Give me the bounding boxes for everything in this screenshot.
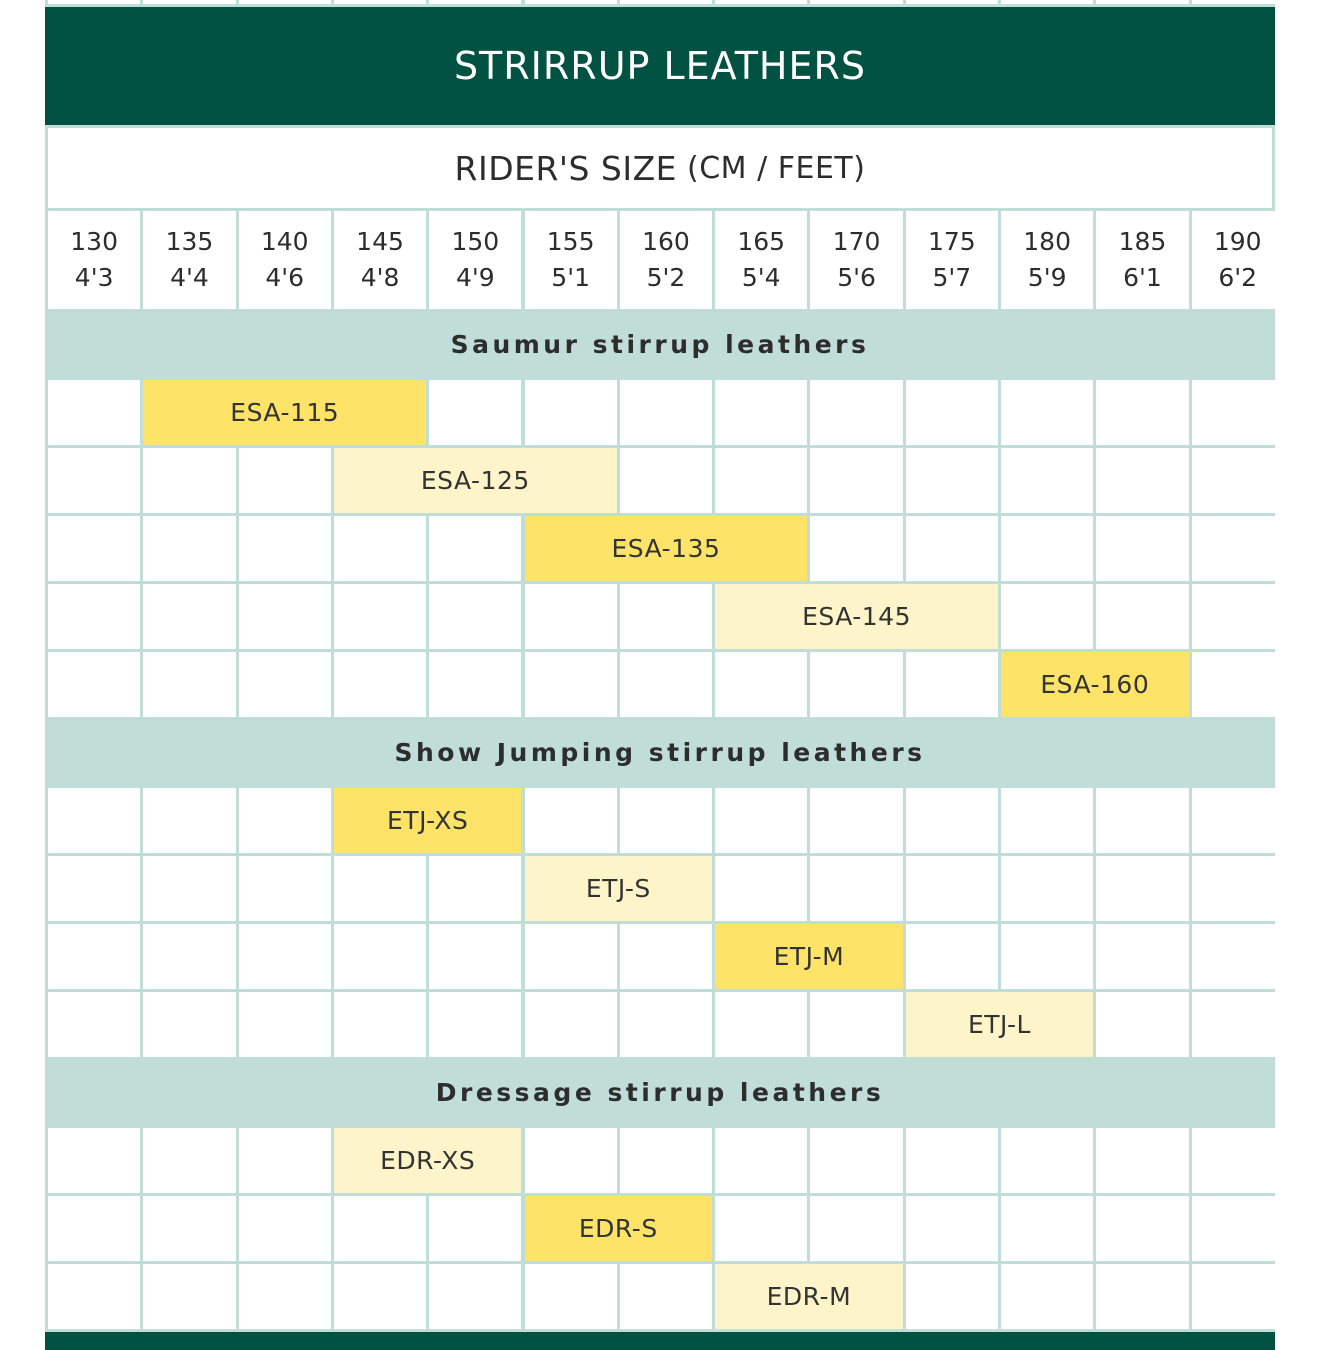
grid-cell (715, 380, 807, 445)
grid-cell (715, 856, 807, 921)
size-feet: 5'6 (837, 263, 876, 292)
size-feet: 4'4 (170, 263, 209, 292)
grid-cell (906, 1264, 998, 1329)
prev-row-cell (334, 0, 426, 4)
riders-size-label: RIDER'S SIZE (454, 148, 678, 188)
grid-cell (143, 652, 235, 717)
grid-cell (239, 516, 331, 581)
size-column-header (620, 211, 712, 309)
grid-cell (239, 1196, 331, 1261)
grid-cell (810, 1128, 902, 1193)
grid-cell (239, 1264, 331, 1329)
size-feet: 6'1 (1123, 263, 1162, 292)
grid-cell (334, 992, 426, 1057)
grid-cell (620, 1128, 712, 1193)
grid-cell (143, 1128, 235, 1193)
grid-cell (525, 380, 617, 445)
grid-cell (334, 584, 426, 649)
size-range-bar: ESA-115 (143, 380, 426, 445)
size-range-bar: EDR-M (715, 1264, 903, 1329)
grid-cell (1192, 992, 1284, 1057)
prev-row-cell (715, 0, 807, 4)
section-header: Dressage stirrup leathers (435, 1078, 885, 1107)
prev-row-cell (810, 0, 902, 4)
grid-cell (143, 788, 235, 853)
grid-cell (1001, 788, 1093, 853)
size-column-header (334, 211, 426, 309)
size-range-bar: EDR-XS (334, 1128, 522, 1193)
grid-cell (810, 652, 902, 717)
size-column-header (1096, 211, 1188, 309)
size-column-header (48, 211, 140, 309)
grid-cell (239, 584, 331, 649)
grid-cell (525, 652, 617, 717)
prev-row-cell (906, 0, 998, 4)
grid-cell (1096, 448, 1188, 513)
prev-row-cell (48, 0, 140, 4)
grid-cell (1192, 1196, 1284, 1261)
grid-cell (906, 1128, 998, 1193)
size-cm: 135 (165, 227, 214, 256)
grid-cell (48, 924, 140, 989)
size-range-bar: EDR-S (525, 1196, 713, 1261)
grid-cell (620, 584, 712, 649)
size-range-bar: ESA-135 (525, 516, 808, 581)
grid-cell (525, 1264, 617, 1329)
size-cm: 180 (1023, 227, 1071, 256)
grid-cell (906, 652, 998, 717)
grid-cell (1192, 1128, 1284, 1193)
grid-cell (1192, 924, 1284, 989)
grid-cell (715, 992, 807, 1057)
grid-cell (239, 992, 331, 1057)
size-feet: 5'2 (646, 263, 686, 292)
grid-cell (1192, 448, 1284, 513)
grid-cell (48, 856, 140, 921)
grid-cell (906, 448, 998, 513)
size-feet: 5'1 (551, 263, 590, 292)
size-range-bar: ESA-125 (334, 448, 617, 513)
size-range-bar: ESA-160 (1001, 652, 1189, 717)
grid-cell (1096, 516, 1188, 581)
grid-cell (334, 1264, 426, 1329)
size-range-bar: ETJ-S (525, 856, 713, 921)
grid-cell (525, 788, 617, 853)
grid-cell (334, 516, 426, 581)
size-feet: 4'9 (455, 263, 495, 292)
chart-title: STRIRRUP LEATHERS (453, 44, 867, 88)
grid-cell (429, 992, 521, 1057)
grid-cell (810, 1196, 902, 1261)
grid-cell (429, 652, 521, 717)
prev-row-cell (429, 0, 521, 4)
size-chart (45, 0, 1275, 1350)
size-cm: 155 (546, 227, 595, 256)
size-range-bar: ETJ-M (715, 924, 903, 989)
grid-cell (1096, 1128, 1188, 1193)
riders-size-units: (CM / FEET) (687, 150, 866, 186)
grid-cell (620, 1264, 712, 1329)
grid-cell (48, 584, 140, 649)
grid-cell (143, 1264, 235, 1329)
grid-cell (810, 856, 902, 921)
grid-cell (810, 992, 902, 1057)
grid-cell (48, 1196, 140, 1261)
grid-cell (525, 924, 617, 989)
grid-cell (429, 924, 521, 989)
grid-cell (239, 856, 331, 921)
grid-cell (1096, 992, 1188, 1057)
grid-cell (48, 1264, 140, 1329)
grid-cell (1001, 1264, 1093, 1329)
grid-cell (1001, 1128, 1093, 1193)
grid-cell (906, 380, 998, 445)
grid-cell (525, 584, 617, 649)
grid-cell (429, 516, 521, 581)
grid-cell (1192, 788, 1284, 853)
grid-cell (143, 992, 235, 1057)
grid-cell (1096, 924, 1188, 989)
grid-cell (1192, 516, 1284, 581)
grid-cell (48, 1128, 140, 1193)
grid-cell (239, 924, 331, 989)
prev-row-cell (525, 0, 617, 4)
grid-cell (525, 1128, 617, 1193)
grid-cell (239, 788, 331, 853)
grid-cell (1001, 924, 1093, 989)
grid-cell (810, 448, 902, 513)
size-range-bar: ETJ-XS (334, 788, 522, 853)
grid-cell (429, 856, 521, 921)
size-column-header (525, 211, 617, 309)
grid-cell (143, 584, 235, 649)
size-cm: 140 (260, 227, 309, 256)
section-header: Show Jumping stirrup leathers (394, 738, 926, 767)
grid-cell (1096, 1196, 1188, 1261)
grid-cell (715, 448, 807, 513)
bottom-banner (45, 1332, 1275, 1350)
grid-cell (143, 516, 235, 581)
grid-cell (620, 380, 712, 445)
grid-cell (1096, 1264, 1188, 1329)
grid-cell (48, 448, 140, 513)
grid-cell (620, 992, 712, 1057)
grid-cell (334, 924, 426, 989)
grid-cell (620, 788, 712, 853)
grid-cell (1192, 380, 1284, 445)
grid-cell (525, 992, 617, 1057)
grid-cell (429, 380, 521, 445)
size-feet: 4'3 (74, 263, 114, 292)
size-column-header (429, 211, 521, 309)
size-column-header (1001, 211, 1093, 309)
grid-cell (906, 924, 998, 989)
grid-cell (715, 1196, 807, 1261)
grid-cell (334, 856, 426, 921)
prev-row-cell (620, 0, 712, 4)
size-column-header (810, 211, 902, 309)
size-cm: 130 (70, 227, 118, 256)
grid-cell (906, 856, 998, 921)
grid-cell (1001, 584, 1093, 649)
grid-cell (1096, 380, 1188, 445)
grid-cell (1096, 584, 1188, 649)
size-feet: 4'6 (265, 263, 305, 292)
grid-cell (239, 448, 331, 513)
size-feet: 5'9 (1027, 263, 1067, 292)
grid-cell (810, 516, 902, 581)
size-column-header (715, 211, 807, 309)
grid-cell (1096, 856, 1188, 921)
grid-cell (715, 652, 807, 717)
grid-cell (239, 652, 331, 717)
size-column-header (906, 211, 998, 309)
grid-cell (334, 1196, 426, 1261)
grid-cell (1192, 584, 1284, 649)
size-cm: 190 (1213, 227, 1262, 256)
prev-row-cell (239, 0, 331, 4)
grid-cell (620, 924, 712, 989)
size-cm: 165 (737, 227, 786, 256)
grid-cell (334, 652, 426, 717)
size-feet: 4'8 (360, 263, 400, 292)
grid-cell (429, 1196, 521, 1261)
grid-cell (906, 1196, 998, 1261)
section-header: Saumur stirrup leathers (450, 330, 870, 359)
size-feet: 6'2 (1218, 263, 1258, 292)
size-feet: 5'4 (741, 263, 781, 292)
grid-cell (1001, 1196, 1093, 1261)
size-cm: 175 (927, 227, 976, 256)
prev-row-cell (1192, 0, 1284, 4)
grid-cell (48, 652, 140, 717)
size-feet: 5'7 (932, 263, 972, 292)
size-cm: 170 (832, 227, 881, 256)
grid-cell (143, 856, 235, 921)
grid-cell (1001, 856, 1093, 921)
chart-title-banner (45, 7, 1275, 125)
size-column-header (143, 211, 235, 309)
grid-cell (810, 788, 902, 853)
grid-cell (48, 516, 140, 581)
grid-cell (429, 1264, 521, 1329)
grid-cell (810, 380, 902, 445)
size-column-header (1192, 211, 1284, 309)
size-cm: 150 (451, 227, 500, 256)
size-range-bar: ESA-145 (715, 584, 998, 649)
grid-cell (1192, 652, 1284, 717)
grid-cell (48, 380, 140, 445)
prev-row-cell (1001, 0, 1093, 4)
size-cm: 160 (642, 227, 690, 256)
grid-cell (715, 788, 807, 853)
grid-cell (48, 788, 140, 853)
grid-cell (143, 1196, 235, 1261)
grid-cell (1096, 788, 1188, 853)
size-range-bar: ETJ-L (906, 992, 1094, 1057)
grid-cell (48, 992, 140, 1057)
riders-size-heading (48, 128, 1272, 208)
grid-cell (1192, 856, 1284, 921)
prev-row-cell (1096, 0, 1188, 4)
size-cm: 145 (356, 227, 404, 256)
grid-cell (1001, 380, 1093, 445)
size-cm: 185 (1118, 227, 1167, 256)
grid-cell (1001, 516, 1093, 581)
grid-cell (620, 448, 712, 513)
grid-cell (620, 652, 712, 717)
grid-cell (906, 788, 998, 853)
grid-cell (429, 584, 521, 649)
grid-cell (143, 448, 235, 513)
size-column-header (239, 211, 331, 309)
grid-cell (715, 1128, 807, 1193)
grid-cell (1192, 1264, 1284, 1329)
prev-row-cell (143, 0, 235, 4)
grid-cell (906, 516, 998, 581)
grid-cell (239, 1128, 331, 1193)
grid-cell (143, 924, 235, 989)
grid-cell (1001, 448, 1093, 513)
